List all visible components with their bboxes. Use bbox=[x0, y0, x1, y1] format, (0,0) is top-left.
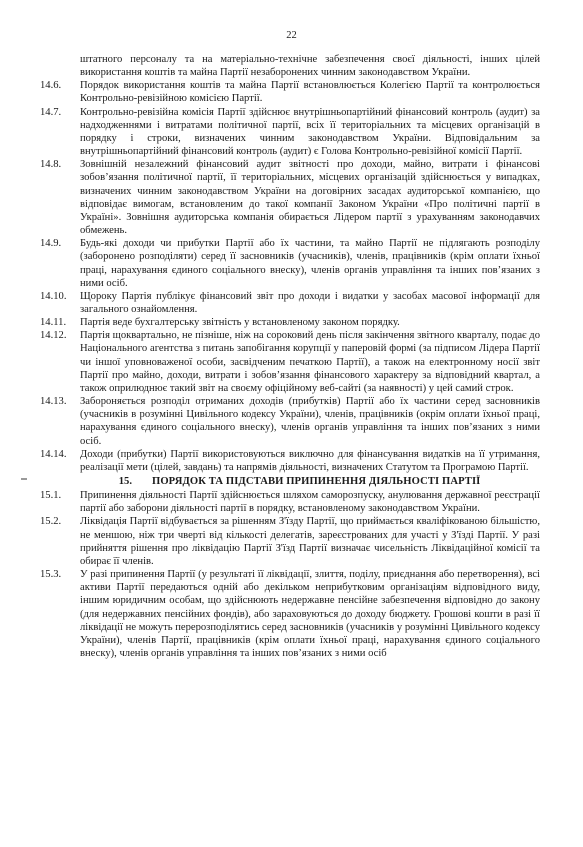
page-number: 22 bbox=[286, 30, 297, 41]
clause-number: 14.8. bbox=[40, 159, 62, 171]
section-heading bbox=[40, 475, 540, 488]
scan-artifact-mark bbox=[21, 478, 27, 480]
section-title: ПОРЯДОК ТА ПІДСТАВИ ПРИПИНЕННЯ ДІЯЛЬНОСТІ ПАРТІЇ bbox=[152, 476, 481, 487]
clause-number: 14.12. bbox=[40, 330, 67, 342]
clause-text: Зовнішній незалежний фінансовий аудит звітності про доходи, майно, витрати і фінансові зобов’язання політичної партії, її територіальних, місцевих організацій здійснюється у випадках, визначених чинним законодавством України на договірних засадах аудиторської компанією, що відповідає вимогам, встановленим до такої компанії Законом України «Про політичні партії в Україні». Зовнішня аудиторська компанія обирається Лідером партії з урахуванням законодавчих обмежень. bbox=[80, 159, 540, 237]
clause-text: Забороняється розподіл отриманих доходів (прибутків) Партії або їх частини серед засновників (учасників в розумінні Цивільного кодексу України), членів, працівників (окрім оплати їхньої праці, нарахування єдиного соціального внеску), членів органів управління та інших пов’язаних з ними осіб. bbox=[80, 396, 540, 447]
clause-14-10 bbox=[40, 290, 540, 316]
clause-14-6 bbox=[40, 79, 540, 105]
clause-number: 15.1. bbox=[40, 490, 62, 502]
clause-text: Припинення діяльності Партії здійснюється шляхом саморозпуску, анулювання державної реєстрації партії або заборони діяльності партії в порядку, встановленому законодавством України. bbox=[80, 490, 540, 515]
continuation-paragraph: штатного персоналу та на матеріально-технічне забезпечення своєї діяльності, інших цілей використання коштів та майна Партії незаборонених чинним законодавством України. bbox=[80, 54, 540, 79]
clause-14-9 bbox=[40, 237, 540, 290]
clause-number: 14.10. bbox=[40, 290, 67, 302]
clause-15-3 bbox=[40, 568, 540, 660]
clause-text: Партія щоквартально, не пізніше, ніж на сороковий день після закінчення звітного кварталу, подає до Національного агентства з питань запобігання корупції у паперовій формі (за підписом Лідера Партії чи іншої уповноваженої особи, засвідченим печаткою Партії), а також на електронному носії звіт Партії про майно, доходи, витрати і зобов’язання фінансового характеру за відповідний квартал, а також оприлюднює такий звіт на своєму офіційному веб-сайті (за наявності) у цей самий строк. bbox=[80, 330, 540, 394]
clause-text: Контрольно-ревізійна комісія Партії здійснює внутрішньопартійний фінансовий контроль (аудит) за надходженнями і витратами політичної партії, всіх її територіальних та місцевих організацій в порядку і строки, визначених чинним законодавством України. Відповідальним за внутрішньопартійний фінансовий контроль (аудит) є Голова Контрольно-ревізійної комісії Партії. bbox=[80, 106, 540, 158]
clause-text: Партія веде бухгалтерську звітність у встановленому законом порядку. bbox=[80, 317, 400, 329]
section-number: 15. bbox=[118, 476, 132, 487]
clause-14-14 bbox=[40, 448, 540, 474]
clause-text: Щороку Партія публікує фінансовий звіт про доходи і видатки у засобах масової інформації для загального ознайомлення. bbox=[80, 290, 540, 315]
document-body bbox=[40, 53, 540, 660]
clause-number: 14.7. bbox=[40, 106, 62, 118]
clause-number: 15.2. bbox=[40, 516, 62, 528]
clause-text: Ліквідація Партії відбувається за рішенням З'їзду Партії, що приймається кваліфікованою більшістю, не меншою, ніж три чверті від кількості делегатів, зареєстрованих для участі у З'їзді Партії. У разі прийняття рішення про ліквідацію Партії З'їзд Партії визначає чисельність Ліквідаційної комісії та обирає її членів. bbox=[80, 516, 540, 567]
clause-number: 14.11. bbox=[40, 317, 67, 329]
clause-14-13 bbox=[40, 395, 540, 448]
clause-number: 14.13. bbox=[40, 396, 67, 408]
clause-number: 14.6. bbox=[40, 80, 62, 92]
clause-14-11 bbox=[40, 316, 540, 329]
clause-text: Будь-які доходи чи прибутки Партії або їх частини, та майно Партії не підлягають розподілу (заборонено розподіляти) серед її засновників (учасників), членів, працівників (крім оплати їхньої праці, нарахування єдиного соціального внеску), членів органів управління та інших пов’язаних з ними осіб. bbox=[80, 238, 540, 289]
clause-15-1 bbox=[40, 489, 540, 515]
clause-14-7 bbox=[40, 106, 540, 159]
clause-text: Порядок використання коштів та майна Партії встановлюється Колегією Партії та контролюється Контрольно-ревізійною комісією Партії. bbox=[80, 80, 540, 105]
clause-number: 14.14. bbox=[40, 448, 67, 460]
clause-14-8 bbox=[40, 158, 540, 237]
clause-14-12 bbox=[40, 329, 540, 395]
clause-number: 15.3. bbox=[40, 569, 62, 581]
clause-text: У разі припинення Партії (у результаті її ліквідації, злиття, поділу, приєднання або перетворення), всі активи Партії передаються одній або декільком неприбутковим організаціям відповідного виду, іншим юридичним особам, що здійснюють недержавне пенсійне забезпечення відповідно до закону (для недержавних пенсійних фондів), або зараховуються до доходу бюджету. Грошові кошти в разі її ліквідації не можуть перерозподілятись серед засновників (учасників у розумінні Цивільного кодексу України), членів Партії, працівників (крім оплати їхньої праці, нарахування єдиного соціального внеску), членів органів управління та інших пов’язаних з ними осіб bbox=[80, 569, 540, 660]
clause-15-2 bbox=[40, 515, 540, 568]
clause-number: 14.9. bbox=[40, 238, 62, 250]
clause-text: Доходи (прибутки) Партії використовуються виключно для фінансування видатків на її утримання, реалізації мети (цілей, завдань) та напрямів діяльності, визначених Статутом та Програмою Партії. bbox=[80, 448, 540, 473]
